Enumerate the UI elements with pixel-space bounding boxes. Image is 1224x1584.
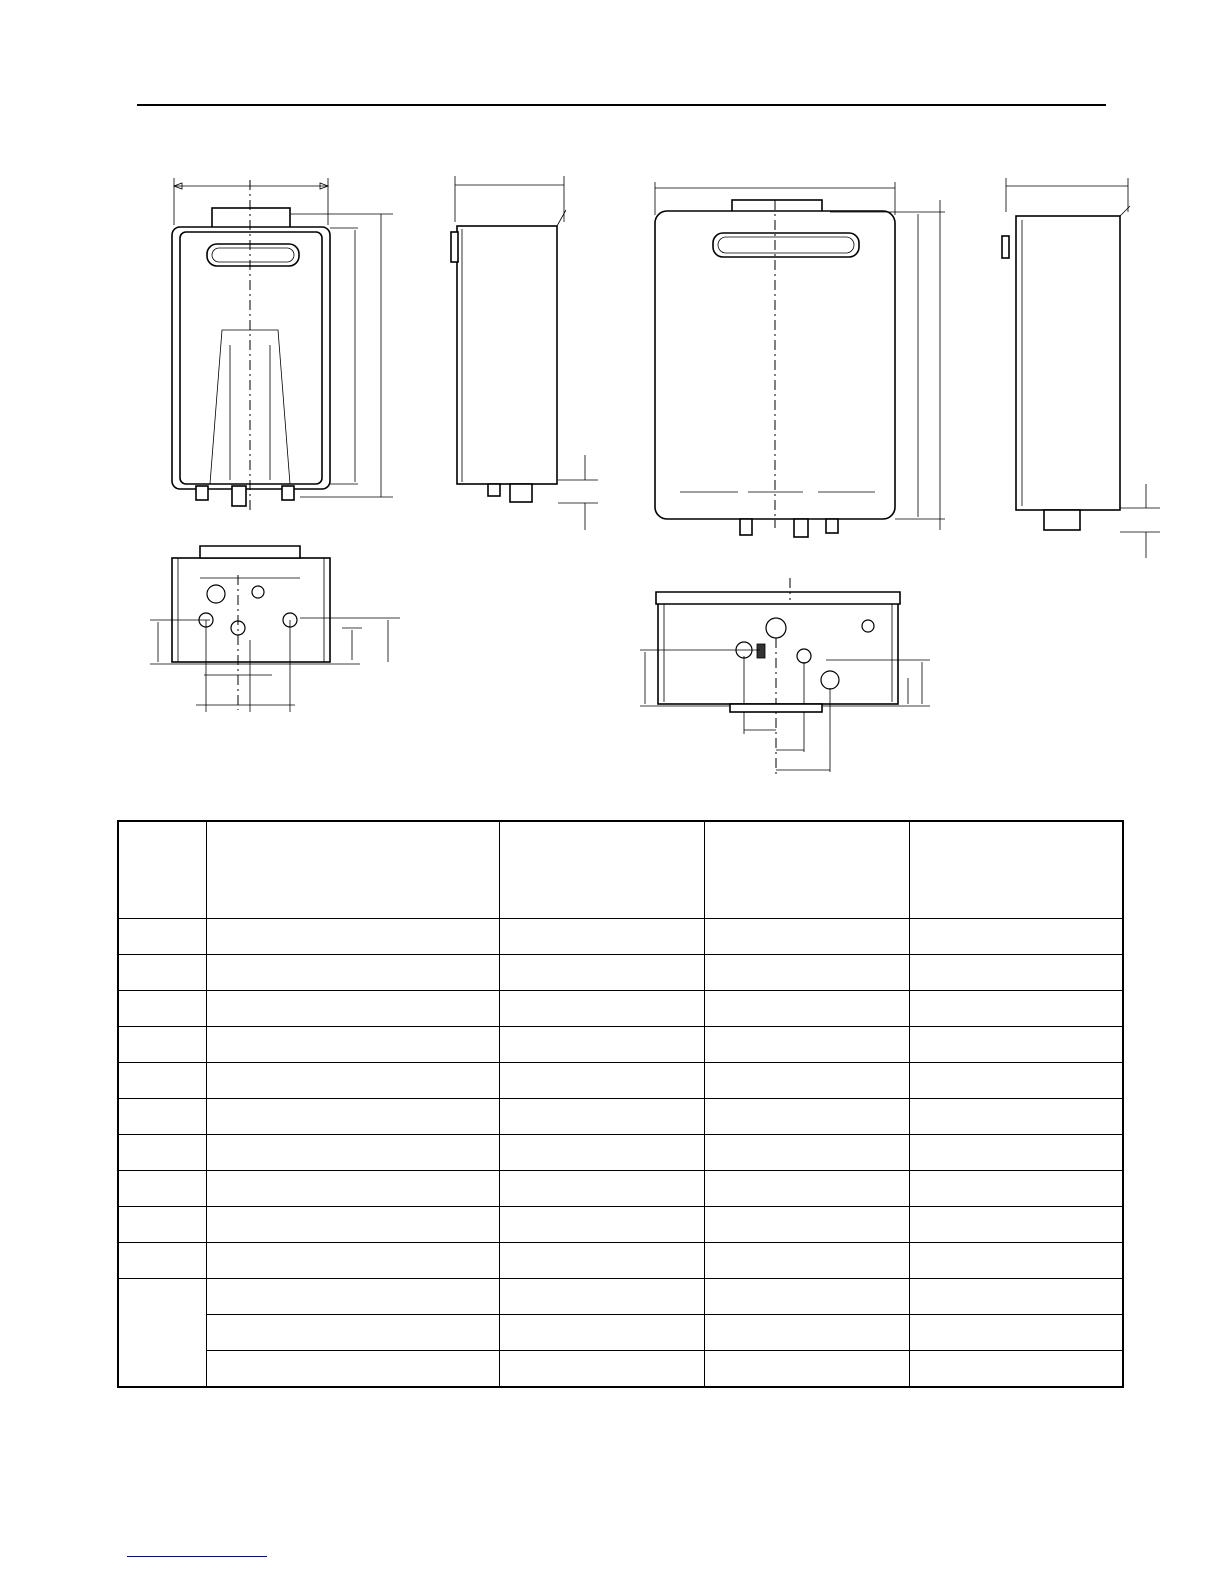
table-cell	[909, 1243, 1123, 1279]
table-header-cell	[909, 821, 1123, 919]
large-unit-bottom-view	[640, 578, 930, 774]
table-cell	[909, 1099, 1123, 1135]
table-cell	[704, 1315, 909, 1351]
table-cell	[206, 1351, 499, 1388]
table-cell	[499, 919, 704, 955]
table-cell	[909, 1207, 1123, 1243]
table-cell	[499, 1135, 704, 1171]
table-cell	[206, 1135, 499, 1171]
small-unit-front-view	[172, 178, 393, 510]
table-header-cell	[118, 821, 206, 919]
table-cell	[909, 1279, 1123, 1315]
table-row	[118, 991, 1123, 1027]
table-header-cell	[206, 821, 499, 919]
table-cell	[704, 1171, 909, 1207]
table-cell	[206, 1063, 499, 1099]
table-row	[118, 1243, 1123, 1279]
table-row-grouped	[118, 1279, 1123, 1315]
large-unit-side-view	[1002, 178, 1160, 558]
table-cell	[118, 991, 206, 1027]
table-cell	[704, 1027, 909, 1063]
table-cell	[206, 1171, 499, 1207]
table-cell	[704, 1243, 909, 1279]
table-cell	[909, 1063, 1123, 1099]
table-cell	[118, 1063, 206, 1099]
table-cell	[909, 919, 1123, 955]
table-row-grouped	[118, 1351, 1123, 1388]
table-cell	[499, 1315, 704, 1351]
table-group-label	[118, 1279, 206, 1388]
table-cell	[499, 1099, 704, 1135]
table-cell	[499, 1171, 704, 1207]
table-cell	[704, 1207, 909, 1243]
table-row	[118, 1063, 1123, 1099]
table-cell	[206, 1243, 499, 1279]
table-cell	[118, 1207, 206, 1243]
table-cell	[206, 919, 499, 955]
table-cell	[206, 1207, 499, 1243]
table-cell	[704, 1135, 909, 1171]
table-cell	[499, 1063, 704, 1099]
table-cell	[499, 991, 704, 1027]
table-cell	[909, 955, 1123, 991]
table-cell	[909, 1315, 1123, 1351]
table-header-cell	[704, 821, 909, 919]
table-row	[118, 919, 1123, 955]
table-cell	[206, 1027, 499, 1063]
table-cell	[499, 955, 704, 991]
table-row	[118, 1207, 1123, 1243]
table-cell	[118, 1135, 206, 1171]
large-unit-front-view	[655, 182, 945, 537]
specifications-table	[117, 820, 1124, 1388]
table-row	[118, 1171, 1123, 1207]
table-cell	[704, 1279, 909, 1315]
table-cell	[118, 955, 206, 991]
table-cell	[704, 1099, 909, 1135]
small-unit-side-view	[451, 176, 598, 530]
table-cell	[118, 919, 206, 955]
table-cell	[909, 1171, 1123, 1207]
table-cell	[704, 1351, 909, 1388]
table-cell	[118, 1027, 206, 1063]
table-cell	[704, 919, 909, 955]
table-cell	[206, 955, 499, 991]
table-header-row	[118, 821, 1123, 919]
small-unit-bottom-view	[150, 546, 400, 712]
table-cell	[909, 1351, 1123, 1388]
table-cell	[206, 1099, 499, 1135]
table-cell	[499, 1279, 704, 1315]
table-cell	[909, 991, 1123, 1027]
table-cell	[118, 1099, 206, 1135]
footer-link-underline[interactable]	[127, 1556, 267, 1557]
table-cell	[704, 955, 909, 991]
table-row	[118, 1135, 1123, 1171]
table-row	[118, 1027, 1123, 1063]
table-header-cell	[499, 821, 704, 919]
table-cell	[704, 991, 909, 1027]
table-cell	[206, 991, 499, 1027]
table-cell	[499, 1243, 704, 1279]
table-row	[118, 1099, 1123, 1135]
table-cell	[206, 1279, 499, 1315]
table-cell	[499, 1207, 704, 1243]
table-cell	[909, 1027, 1123, 1063]
table-cell	[499, 1027, 704, 1063]
table-cell	[909, 1135, 1123, 1171]
table-cell	[118, 1243, 206, 1279]
table-cell	[206, 1315, 499, 1351]
table-row	[118, 955, 1123, 991]
table-cell	[118, 1171, 206, 1207]
table-cell	[499, 1351, 704, 1388]
table-row-grouped	[118, 1315, 1123, 1351]
table-cell	[704, 1063, 909, 1099]
